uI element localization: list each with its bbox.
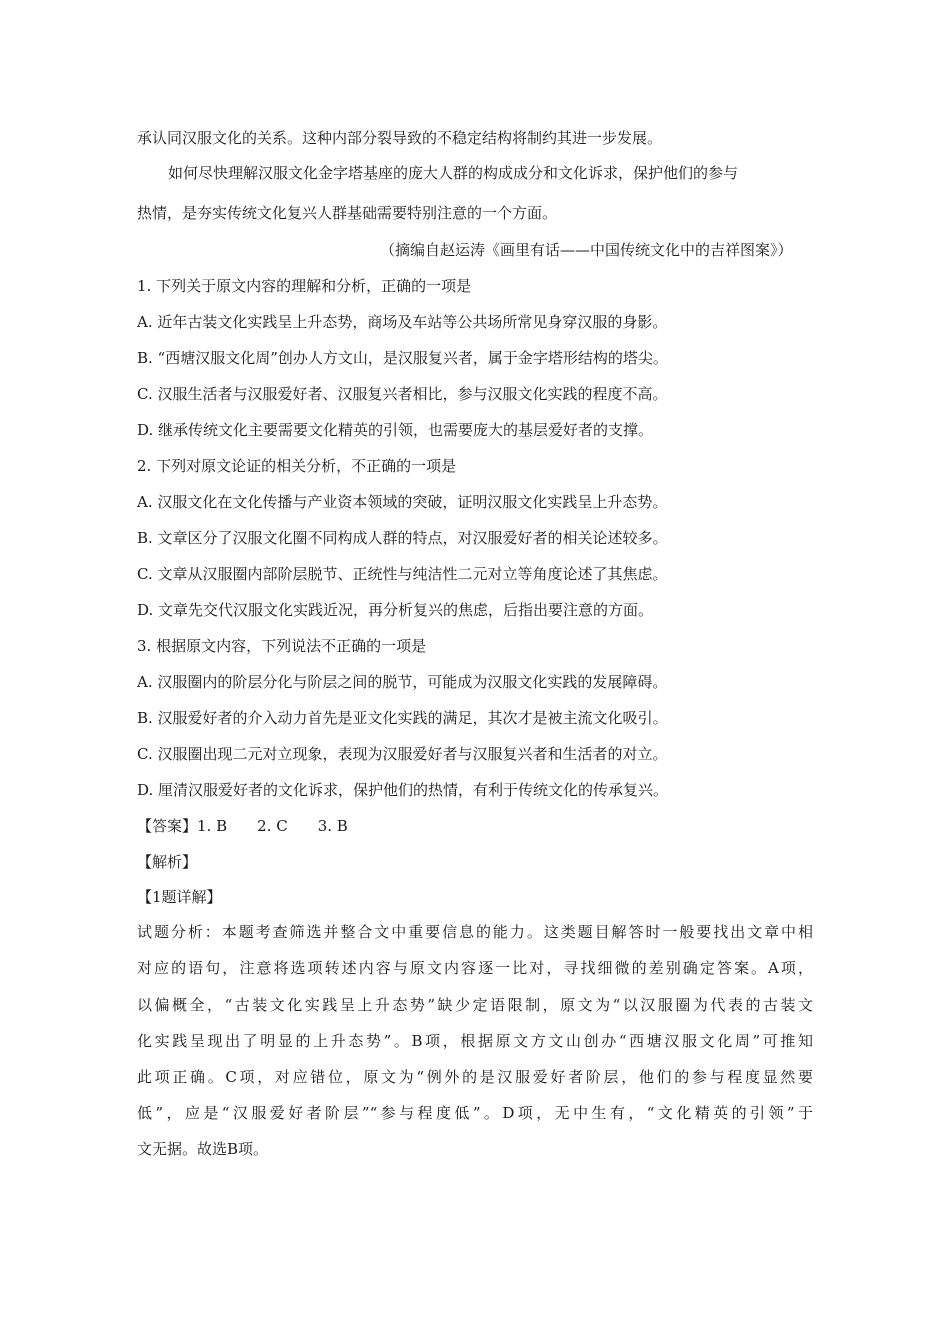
answer-label: 【答案】 (137, 817, 198, 835)
answer-item: 3. B (317, 817, 348, 835)
question-stem: 1. 下列关于原文内容的理解和分析，正确的一项是 (137, 277, 472, 295)
analysis-label: 【解析】 (137, 853, 198, 871)
question-option: D. 文章先交代汉服文化实践近况，再分析复兴的焦虑，后指出要注意的方面。 (137, 601, 654, 619)
question-stem: 2. 下列对原文论证的相关分析，不正确的一项是 (137, 457, 457, 475)
analysis-text-line: 文无据。故选B项。 (137, 1140, 269, 1158)
analysis-text-line: 以偏概全，“古装文化实践呈上升态势”缺少定语限制，原文为“以汉服圈为代表的古装文 (137, 996, 813, 1014)
question-option: C. 文章从汉服圈内部阶层脱节、正统性与纯洁性二元对立等角度论述了其焦虑。 (137, 565, 668, 583)
question-option: C. 汉服生活者与汉服爱好者、汉服复兴者相比，参与汉服文化实践的程度不高。 (137, 385, 668, 403)
question-option: A. 近年古装文化实践呈上升态势，商场及车站等公共场所常见身穿汉服的身影。 (137, 313, 668, 331)
passage-line: 承认同汉服文化的关系。这种内部分裂导致的不稳定结构将制约其进一步发展。 (137, 129, 663, 147)
question-option: D. 厘清汉服爱好者的文化诉求，保护他们的热情，有利于传统文化的传承复兴。 (137, 781, 669, 799)
analysis-text-line: 对应的语句，注意将选项转述内容与原文内容逐一比对，寻找细微的差别确定答案。A项， (137, 959, 813, 977)
analysis-q1-label: 【1题详解】 (137, 888, 222, 906)
answer-item: 2. C (257, 817, 288, 835)
answer-line (137, 816, 348, 836)
question-option: D. 继承传统文化主要需要文化精英的引领，也需要庞大的基层爱好者的支撑。 (137, 421, 654, 439)
question-option: C. 汉服圈出现二元对立现象，表现为汉服爱好者与汉服复兴者和生活者的对立。 (137, 745, 668, 763)
question-option: B. 汉服爱好者的介入动力首先是亚文化实践的满足，其次才是被主流文化吸引。 (137, 709, 668, 727)
analysis-text-line: 此项正确。C项，对应错位，原文为“例外的是汉服爱好者阶层，他们的参与程度显然要 (137, 1068, 813, 1086)
answer-item: 1. B (197, 817, 228, 835)
question-option: B. 文章区分了汉服文化圈不同构成人群的特点，对汉服爱好者的相关论述较多。 (137, 529, 668, 547)
analysis-text-line: 低”，应是“汉服爱好者阶层”“参与程度低”。D项，无中生有，“文化精英的引领”于 (137, 1104, 813, 1122)
analysis-text-line: 化实践呈现出了明显的上升态势”。B项，根据原文方文山创办“西塘汉服文化周”可推知 (137, 1032, 813, 1050)
question-stem: 3. 根据原文内容，下列说法不正确的一项是 (137, 637, 427, 655)
question-option: B. “西塘汉服文化周”创办人方文山，是汉服复兴者，属于金字塔形结构的塔尖。 (137, 349, 668, 367)
question-option: A. 汉服圈内的阶层分化与阶层之间的脱节，可能成为汉服文化实践的发展障碍。 (137, 673, 668, 691)
passage-paragraph-line: 热情，是夯实传统文化复兴人群基础需要特别注意的一个方面。 (137, 204, 558, 222)
passage-paragraph-line: 如何尽快理解汉服文化金字塔基座的庞大人群的构成成分和文化诉求，保护他们的参与 (168, 164, 739, 182)
passage-source: （摘编自赵运涛《画里有话——中国传统文化中的吉祥图案》） (380, 241, 793, 259)
question-option: A. 汉服文化在文化传播与产业资本领域的突破，证明汉服文化实践呈上升态势。 (137, 493, 668, 511)
analysis-text-line: 试题分析：本题考查筛选并整合文中重要信息的能力。这类题目解答时一般要找出文章中相 (137, 923, 813, 941)
